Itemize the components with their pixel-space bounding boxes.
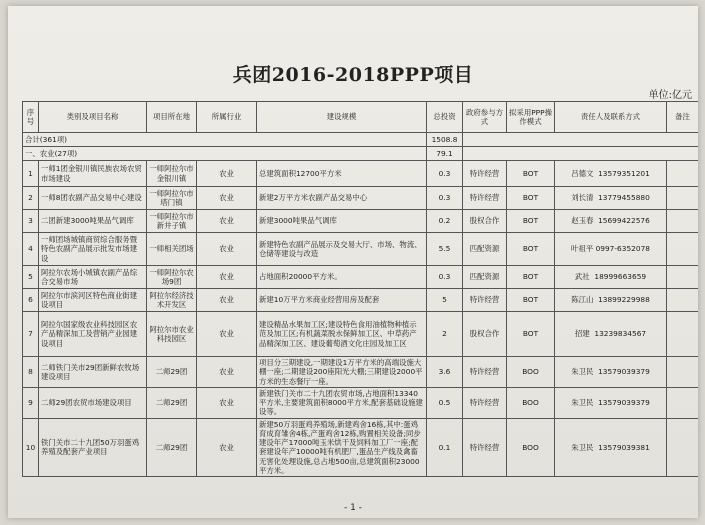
- header-note: 备注: [667, 102, 699, 133]
- table-row: 2 一师8团农副产品交易中心建设 一师阿拉尔市塔门镇 农业 新建2万平方米农副产品交易中心 0.3 特许经营 BOT 刘长清 13779455880: [23, 187, 699, 210]
- header-row: [23, 102, 699, 133]
- total-value: 1508.8: [427, 133, 463, 147]
- table-row: 9 二师29团农贸市场建设项目 二师29团 农业 新建铁门关市二十九团农贸市场,占地面积13340平方米,主要建筑面积8000平方米,配套基础设施建设等。 0.5 特许经营 BOO 朱卫民 13579039379: [23, 387, 699, 418]
- category-value: 79.1: [427, 147, 463, 161]
- header-location: 项目所在地: [147, 102, 197, 133]
- page-number: - 1 -: [344, 503, 362, 513]
- header-gov: 政府参与方式: [463, 102, 507, 133]
- table-row: 3 二团新建3000吨果品气调库 一师阿拉尔市新井子镇 农业 新建3000吨果品气调库 0.2 股权合作 BOT 赵玉春 15699422576: [23, 210, 699, 233]
- project-table: [22, 101, 698, 477]
- table-row: 5 阿拉尔农场小城镇农副产品综合交易市场 一师阿拉尔农场9团 农业 占地面积20000平方米。 0.3 匹配资源 BOT 武社 18999663659: [23, 266, 699, 289]
- total-row: [23, 133, 699, 147]
- header-investment: 总投资: [427, 102, 463, 133]
- header-scale: 建设规模: [257, 102, 427, 133]
- table-row: 1 一师1团金银川镇民族农场农贸市场建设 一师阿拉尔市金银川镇 农业 总建筑面积12700平方米 0.3 特许经营 BOT 吕德文 13579351201: [23, 161, 699, 187]
- total-label: 合计(361项): [23, 133, 427, 147]
- table-row: 7 阿拉尔国家级农业科技园区农产品精深加工及营销产业园建设项目 阿拉尔市农业科技园区 农业 建设精品水果加工区;建设特色食用油植物种植示范及加工区;有机蔬菜脱水保鲜加工区、中草药产品精深加工区、建设葡萄酒文化庄园及加工区 2 股权合作 BOT 招建 13239834567: [23, 312, 699, 357]
- header-industry: 所属行业: [197, 102, 257, 133]
- header-contact: 责任人及联系方式: [555, 102, 667, 133]
- header-no: 序号: [23, 102, 39, 133]
- header-mode: 拟采用PPP操作模式: [507, 102, 555, 133]
- document-page: [8, 6, 698, 518]
- category-row: [23, 147, 699, 161]
- table-row: 6 阿拉尔市滨河区特色商业街建设项目 阿拉尔经济技术开发区 农业 新建10万平方米商业经营用房及配套 5 特许经营 BOT 陈江山 13899229988: [23, 289, 699, 312]
- header-name: 类别及项目名称: [39, 102, 147, 133]
- document-title: 兵团2016-2018PPP项目: [232, 64, 474, 86]
- unit-label: 单位:亿元: [648, 90, 692, 101]
- category-label: 一、农业(27项): [23, 147, 427, 161]
- table-row: 8 二师铁门关市29团新鲜农牧场建设项目 二师29团 农业 项目分三期建设,一期建设1万平方米的高端设施大棚一座;二期建设200座阳光大棚;三期建设2000平方米的生态餐厅一座。 3.6 特许经营 BOO 朱卫民 13579039379: [23, 357, 699, 388]
- table-row: 4 一师团场城镇商贸综合服务暨特色农副产品展示批发市场建设 一师相关团场 农业 新建特色农副产品展示及交易大厅、市场、物流、仓储等建设与改造 5.5 匹配资源 BOT 叶祖平 0997-6352078: [23, 233, 699, 266]
- table-row: 10 铁门关市二十九团50万羽蛋鸡养殖及配套产业项目 二师29团 农业 新建50万羽蛋鸡养殖场,新建鸡舍16栋,其中:蛋鸡育成育雏舍4栋,产蛋鸡舍12栋,购置相关设备;同步建设年产17000吨玉米烘干及饲料加工厂一座;配套建设年产10000吨有机肥厂,蛋品生产线及禽畜无害化处理设施,总占地500亩,总建筑面积23000平方米。 0.1 特许经营 BOO 朱卫民 13579039381: [23, 418, 699, 477]
